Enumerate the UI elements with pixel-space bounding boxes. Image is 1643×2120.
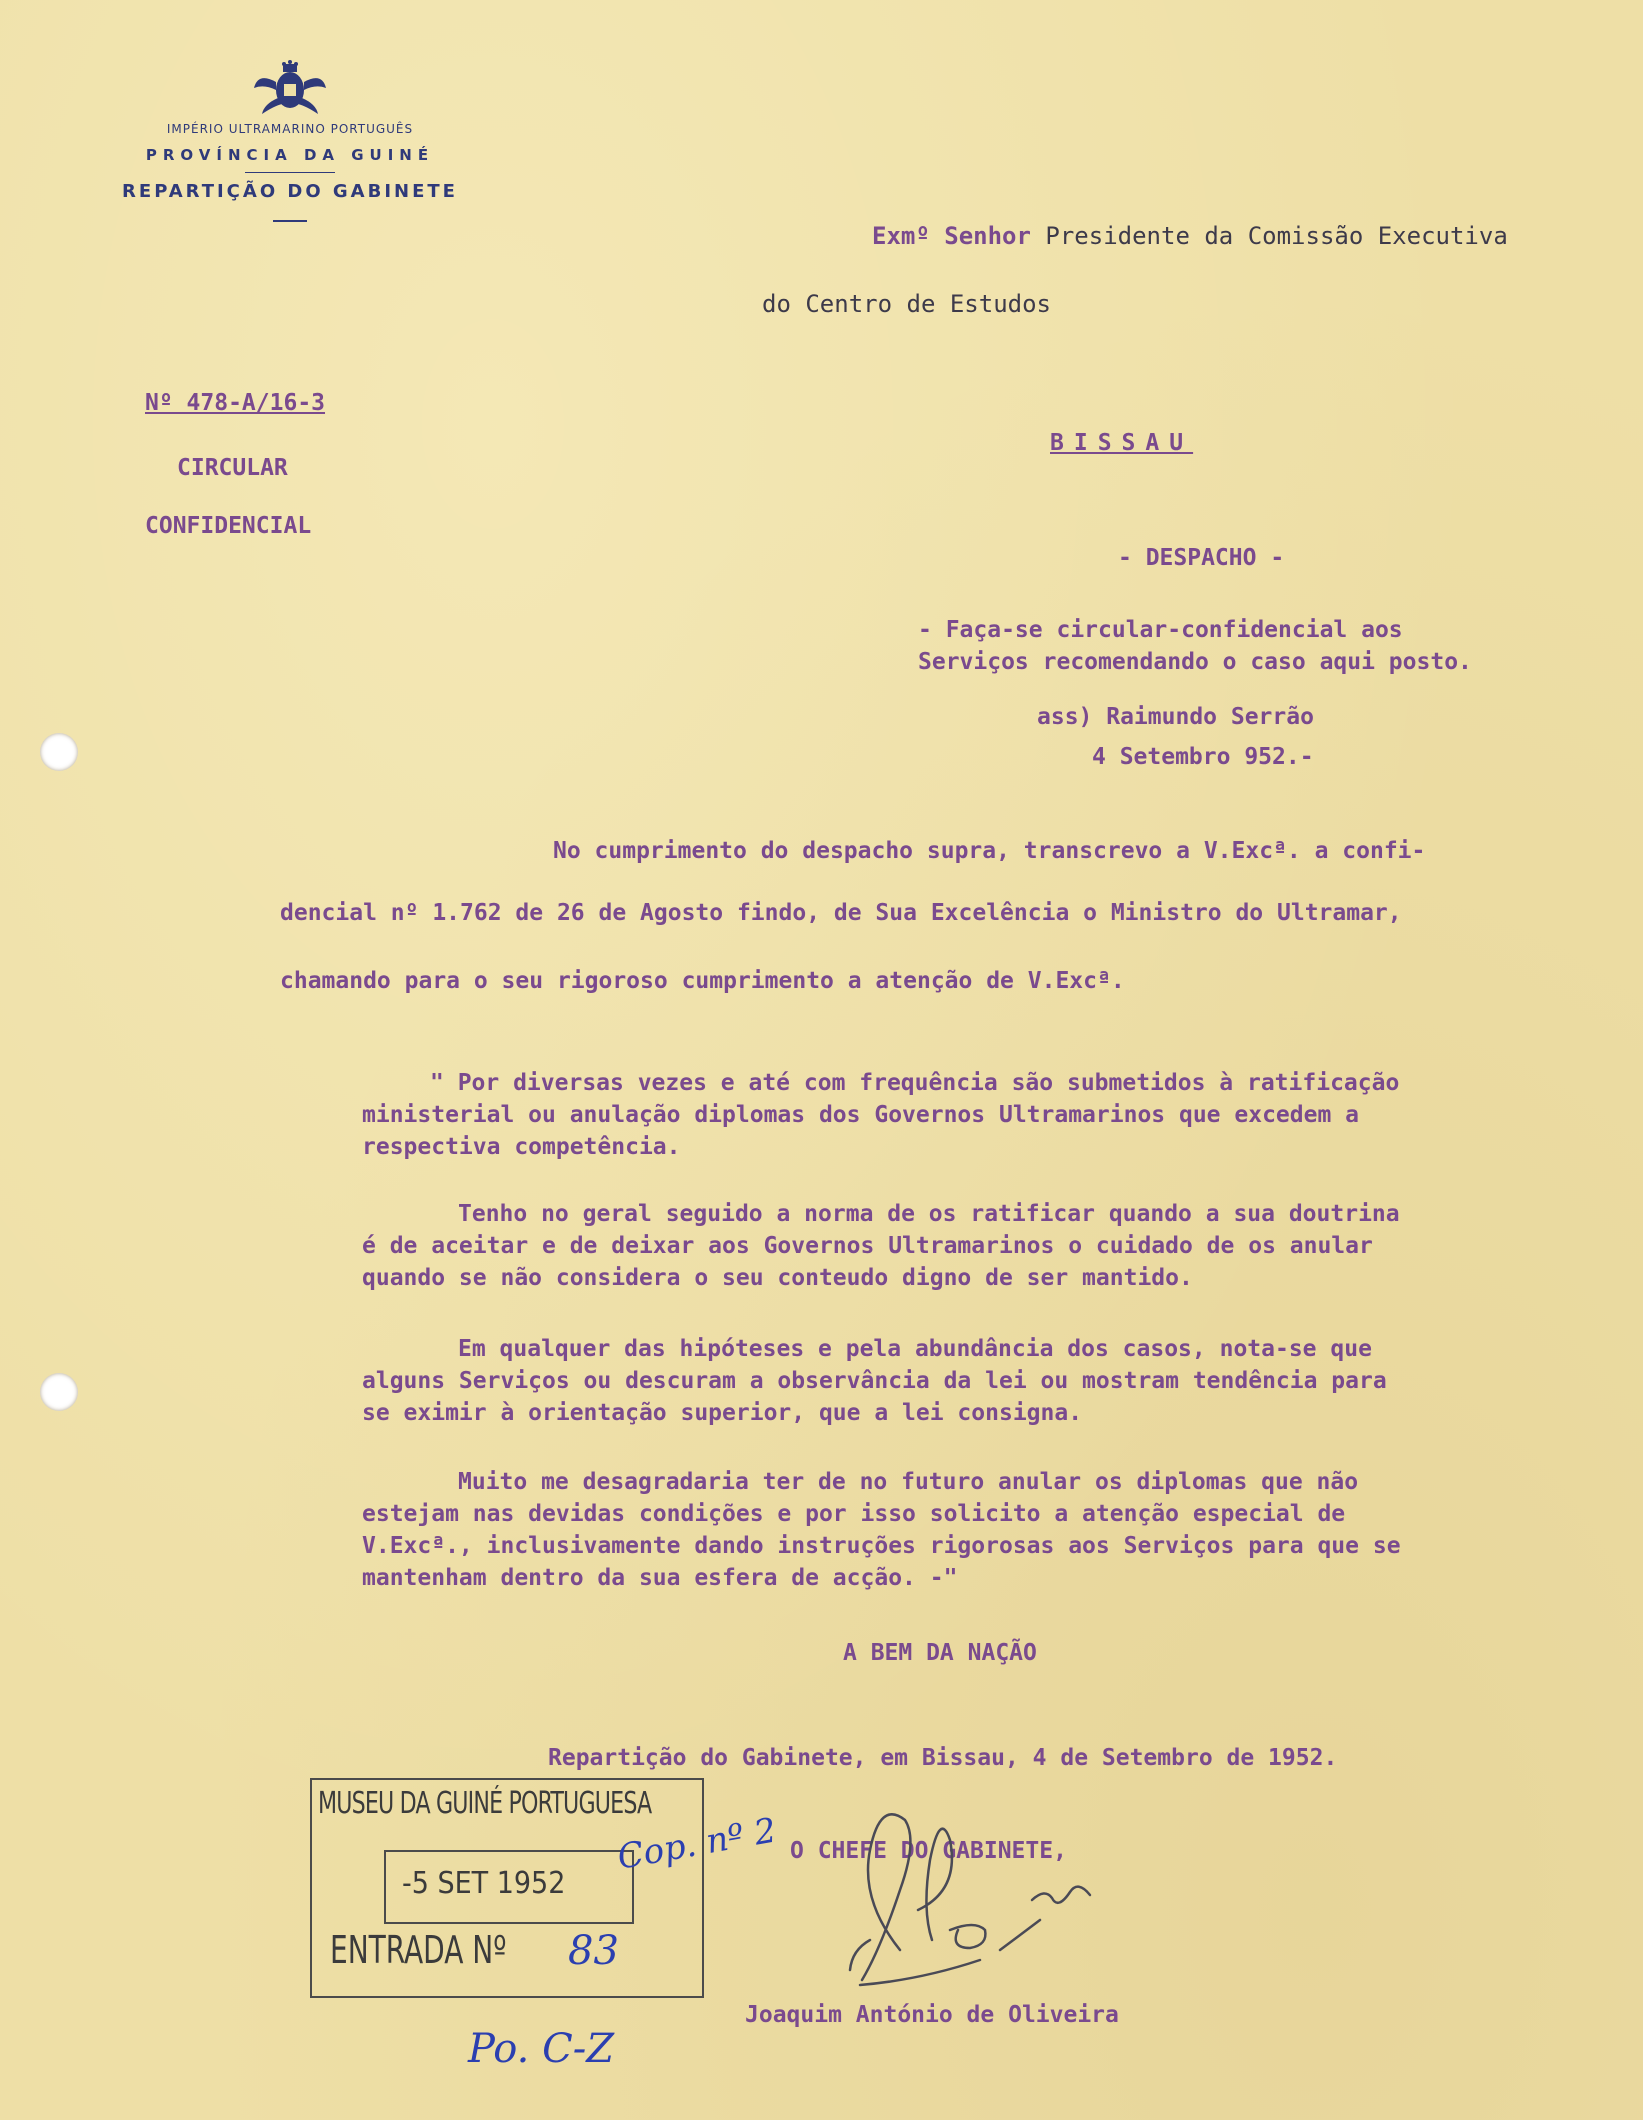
coat-of-arms-icon: [250, 60, 330, 116]
addressee-line-2: do Centro de Estudos: [762, 290, 1051, 318]
body-line: chamando para o seu rigoroso cumprimento a atenção de V.Excª.: [280, 968, 1125, 994]
closing-role: O CHEFE DO GABINETE,: [790, 1838, 1067, 1864]
reference-type-confidential: CONFIDENCIAL: [145, 513, 312, 539]
punch-hole: [40, 733, 78, 771]
quote-line: alguns Serviços ou descuram a observância da lei ou mostram tendência para: [362, 1368, 1387, 1394]
divider: [245, 172, 335, 173]
salutation-prefix: Exmº Senhor: [872, 222, 1031, 250]
despacho-line: - Faça-se circular-confidencial aos: [918, 617, 1403, 643]
quote-line: mantenham dentro da sua esfera de acção. -": [362, 1565, 958, 1591]
reference-type-circular: CIRCULAR: [177, 455, 288, 481]
addressee-title: Presidente da Comissão Executiva: [1030, 222, 1508, 250]
body-line: dencial nº 1.762 de 26 de Agosto findo, de Sua Excelência o Ministro do Ultramar,: [280, 900, 1402, 926]
signatory-name: Joaquim António de Oliveira: [745, 2002, 1119, 2028]
quote-paragraph-1: [362, 1067, 1399, 1163]
museum-stamp: [310, 1778, 704, 1998]
quote-line: " Por diversas vezes e até com frequência são submetidos à ratificação: [430, 1070, 1400, 1096]
addressee-city: BISSAU: [1050, 430, 1194, 456]
quote-line: Tenho no geral seguido a norma de os ratificar quando a sua doutrina: [458, 1201, 1400, 1227]
stamp-entry-label: ENTRADA Nº: [330, 1928, 507, 1972]
quote-line: estejam nas devidas condições e por isso solicito a atenção especial de: [362, 1501, 1346, 1527]
despacho-text: [918, 614, 1472, 678]
quote-line: Em qualquer das hipóteses e pela abundância dos casos, nota-se que: [458, 1336, 1372, 1362]
stamp-title: MUSEU DA GUINÉ PORTUGUESA: [318, 1786, 652, 1821]
quote-line: V.Excª., inclusivamente dando instruções rigorosas aos Serviços para que se: [362, 1533, 1401, 1559]
quote-line: é de aceitar e de deixar aos Governos Ultramarinos o cuidado de os anular: [362, 1233, 1373, 1259]
closing-place-date: Repartição do Gabinete, em Bissau, 4 de Setembro de 1952.: [548, 1745, 1338, 1771]
stamp-date: -5 SET 1952: [402, 1866, 566, 1901]
despacho-line: Serviços recomendando o caso aqui posto.: [918, 649, 1472, 675]
quote-line: respectiva competência.: [362, 1134, 681, 1160]
handwritten-signature: [800, 1780, 1130, 2020]
quote-line: se eximir à orientação superior, que a lei consigna.: [362, 1400, 1083, 1426]
letterhead-empire: IMPÉRIO ULTRAMARINO PORTUGUÊS: [166, 122, 414, 136]
quote-paragraph-2: [362, 1198, 1400, 1294]
quote-line: ministerial ou anulação diplomas dos Governos Ultramarinos que excedem a: [362, 1102, 1359, 1128]
punch-hole: [40, 1373, 78, 1411]
despacho-date: 4 Setembro 952.-: [1092, 744, 1314, 770]
quote-paragraph-3: [362, 1333, 1387, 1429]
despacho-signature: ass) Raimundo Serrão: [1037, 704, 1314, 730]
closing-salutation: A BEM DA NAÇÃO: [843, 1640, 1037, 1666]
addressee-line-1: [872, 222, 1508, 250]
stamp-date-box: [384, 1850, 634, 1924]
quote-line: Muito me desagradaria ter de no futuro anular os diplomas que não: [458, 1469, 1359, 1495]
reference-number: Nº 478-A/16-3: [145, 390, 326, 416]
body-line: No cumprimento do despacho supra, transcrevo a V.Excª. a confi-: [553, 838, 1426, 864]
despacho-title: - DESPACHO -: [1118, 545, 1285, 571]
letterhead: [80, 60, 500, 222]
handwritten-copy-note: Cop. nº 2: [614, 1810, 780, 1878]
quote-line: quando se não considera o seu conteudo digno de ser mantido.: [362, 1265, 1193, 1291]
divider: [273, 220, 307, 222]
handwritten-entry-number: 83: [568, 1928, 619, 1974]
quote-paragraph-4: [362, 1466, 1401, 1594]
handwritten-file-reference: Po. C-Z: [468, 2026, 615, 2072]
letterhead-province: PROVÍNCIA DA GUINÉ: [145, 146, 435, 164]
letterhead-department: REPARTIÇÃO DO GABINETE: [122, 181, 458, 202]
